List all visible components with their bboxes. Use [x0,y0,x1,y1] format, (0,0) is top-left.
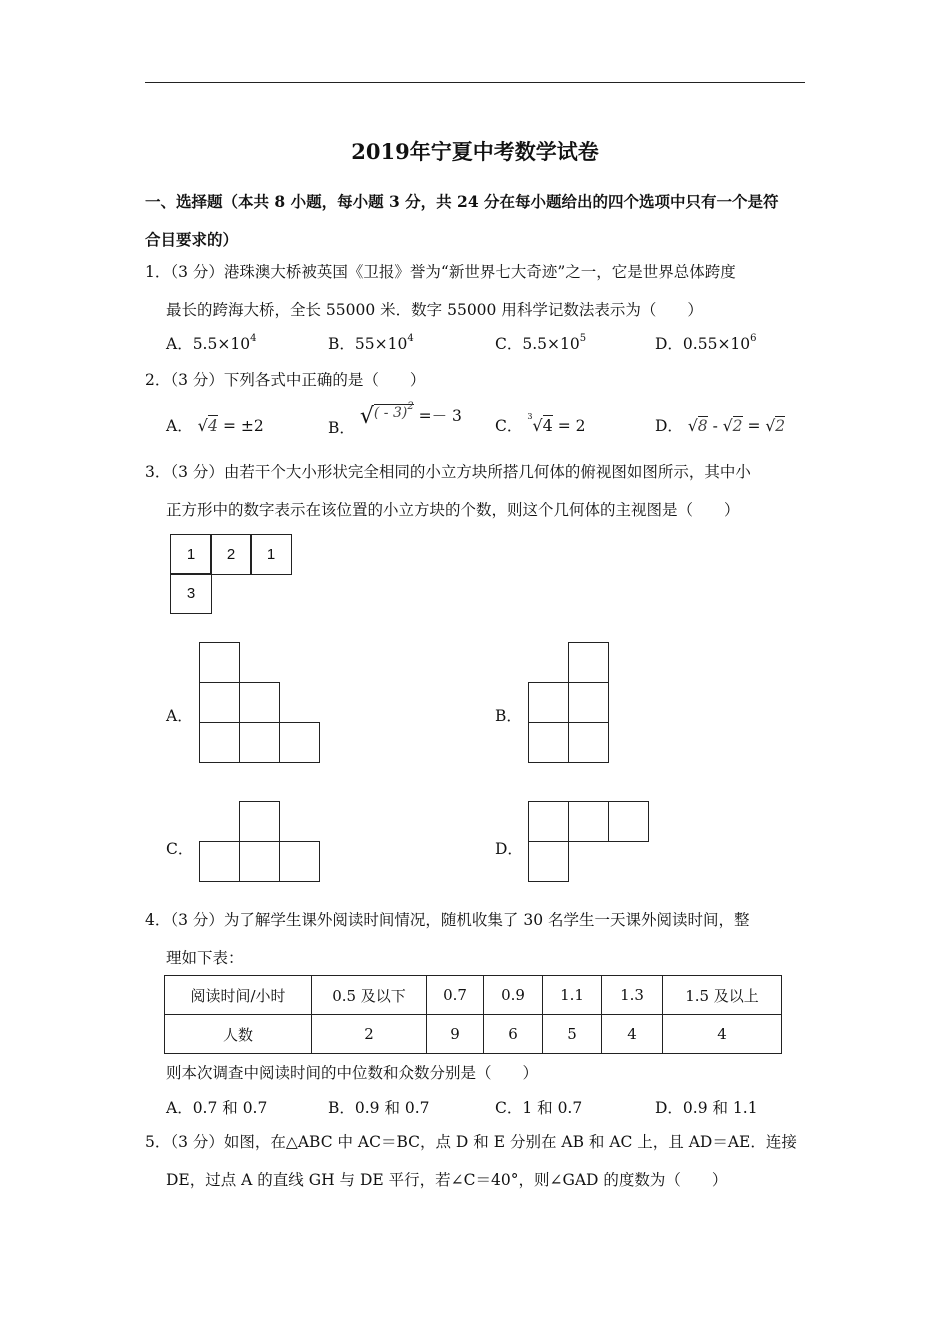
cube-square [239,722,280,763]
cube-square [528,722,569,763]
table-cell: 4 [602,1015,663,1054]
table-row [165,1015,782,1054]
cube-square [279,722,320,763]
cube-square [239,841,280,882]
q2-option-d: D． √8 - √2 = √2 [655,417,786,435]
table-header-cell: 阅读时间/小时 [165,976,312,1015]
q5-line2: DE，过点 A 的直线 GH 与 DE 平行，若∠C＝40°，则∠GAD 的度数为（ ） [166,1171,728,1189]
q3-option-a-label: A． [166,707,193,725]
table-cell: 2 [312,1015,427,1054]
cube-square [528,841,569,882]
q2-option-c: C． $^3$√4 = 2 [495,411,586,435]
cube-square [199,722,240,763]
q4-option-c: C．1 和 0.7 [495,1099,583,1117]
top-rule [145,82,805,83]
table-cell: 6 [484,1015,543,1054]
cube-square [199,682,240,723]
q1-line2: 最长的跨海大桥，全长 55000 米．数字 55000 用科学记数法表示为（ ） [166,301,703,319]
cube-square [568,642,609,683]
table-header-cell: 0.5 及以下 [312,976,427,1015]
table-row [165,976,782,1015]
q3-line2: 正方形中的数字表示在该位置的小立方块的个数，则这个几何体的主视图是（ ） [166,501,740,519]
cube-square [239,682,280,723]
q4-line3: 则本次调查中阅读时间的中位数和众数分别是（ ） [166,1064,539,1082]
top-view-cell: 1 [170,534,212,575]
reading-time-table [164,975,782,1054]
q1-option-c: C．$5.5\times 10^5$ [495,332,587,353]
radical-sign: √2 [765,417,786,435]
section-heading-line1: 一、选择题（本共 8 小题，每小题 3 分，共 24 分在每小题给出的四个选项中只有一个是符 [145,192,779,211]
cube-square [568,801,609,842]
q1-option-d: D．$0.55\times 10^6$ [655,332,757,353]
radical-sign: √8 [687,417,708,435]
table-header-cell: 1.5 及以上 [663,976,782,1015]
cube-square [608,801,649,842]
q2-option-b: B． √$^{( - 3)^2}$ =－ 3 [328,401,462,437]
table-header-cell: 0.7 [427,976,484,1015]
q4-option-b: B．0.9 和 0.7 [328,1099,430,1117]
table-cell: 4 [663,1015,782,1054]
table-header-cell: 0.9 [484,976,543,1015]
q4-option-d: D．0.9 和 1.1 [655,1099,758,1117]
q5-line1: 5．（3 分）如图，在△ABC 中 AC＝BC，点 D 和 E 分别在 AB 和 AC 上，且 AD＝AE．连接 [145,1133,797,1151]
q1-line1: 1．（3 分）港珠澳大桥被英国《卫报》誉为“新世界七大奇迹”之一，它是世界总体跨度 [145,263,736,281]
top-view-cell: 2 [210,534,252,575]
cube-square [568,722,609,763]
radical-sign: √$^{( - 3)^2}$ [359,401,414,429]
cube-square [528,682,569,723]
page-title: 2019年宁夏中考数学试卷 [351,139,599,164]
cube-square [239,801,280,842]
top-view-cell: 1 [250,534,292,575]
radical-sign: √4 [197,416,219,435]
table-header-cell: 1.1 [543,976,602,1015]
q4-option-a: A．0.7 和 0.7 [166,1099,268,1117]
q1-option-a: A．$5.5\times 10^4$ [166,332,257,353]
cube-square [199,642,240,683]
cube-square [199,841,240,882]
q3-option-d-label: D． [495,840,523,858]
radical-sign: √2 [722,417,743,435]
cube-root-sign: $^3$√4 [527,411,553,435]
table-cell: 人数 [165,1015,312,1054]
q2-line1: 2．（3 分）下列各式中正确的是（ ） [145,371,426,389]
table-cell: 9 [427,1015,484,1054]
q3-option-c-label: C． [166,840,194,858]
q2-option-a: A． √4 = ±2 [166,416,264,435]
cube-square [279,841,320,882]
q4-line1: 4．（3 分）为了解学生课外阅读时间情况，随机收集了 30 名学生一天课外阅读时间，整 [145,911,750,929]
q3-line1: 3．（3 分）由若干个大小形状完全相同的小立方块所搭几何体的俯视图如图所示，其中小 [145,463,751,481]
q4-line2: 理如下表： [166,949,244,967]
top-view-cell: 3 [170,573,212,614]
cube-square [568,682,609,723]
section-heading-line2: 合目要求的） [145,230,239,249]
q1-option-b: B．$55\times 10^4$ [328,332,414,353]
cube-square [528,801,569,842]
table-header-cell: 1.3 [602,976,663,1015]
q3-option-b-label: B． [495,707,522,725]
table-cell: 5 [543,1015,602,1054]
